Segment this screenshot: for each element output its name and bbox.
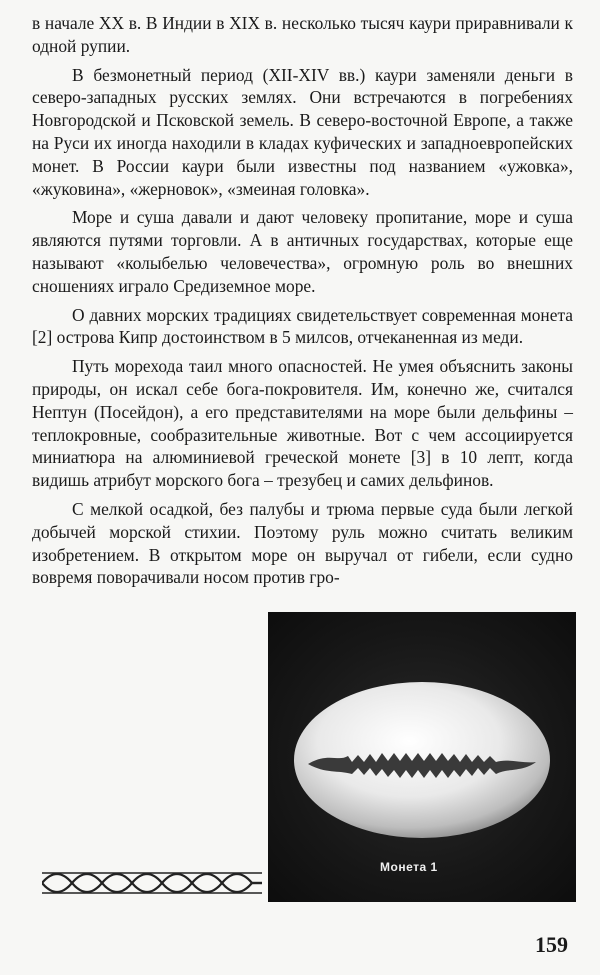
decorative-ornament (42, 868, 262, 898)
figure-caption: Монета 1 (380, 860, 438, 874)
paragraph-6: С мелкой осадкой, без палубы и трюма первые суда были легкой добычей морской стихии. Поэтому руль можно считать великим изобретением. В открытом море он выручал от гибели, если судно вовремя поворачивали носом против гро- (32, 498, 573, 588)
paragraph-5: Путь морехода таил много опасностей. Не умея объяснить законы природы, он искал себе бога-покровителя. Им, конечно же, считался Нептун (Посейдон), а его представителями на море были дельфины – теплокровные, сообразительные животные. Вот с чем ассоциируется миниатюра на алюминиевой греческой монете [3] в 10 лепт, когда видишь атрибут морского бога – трезубец и самих дельфинов. (32, 356, 573, 491)
paragraph-1: в начале XX в. В Индии в XIX в. несколько тысяч каури приравнивали к одной рупии. (32, 13, 573, 56)
page-number: 159 (535, 932, 568, 957)
cowrie-shell-photo (268, 612, 576, 902)
paragraph-3: Море и суша давали и дают человеку пропитание, море и суша являются путями торговли. А в античных государствах, которые еще называют «колыбелью человечества», огромную роль во внешних сношениях играло Средиземное море. (32, 207, 573, 296)
cowrie-shell-image (268, 612, 576, 902)
body-text (32, 12, 573, 595)
paragraph-2: В безмонетный период (XII-XIV вв.) каури заменяли деньги в северо-западных русских землях. Они встречаются в погребениях Новгородской и Псковской земель. В северо-восточной Европе, а также на Руси их иногда находили в кладах куфических и западноевропейских монет. В России каури были известны под названием «ужовка», «жуковина», «жерновок», «змеиная головка». (32, 64, 573, 199)
paragraph-4: О давних морских традициях свидетельствует современная монета [2] острова Кипр достоинством в 5 милсов, отчеканенная из меди. (32, 304, 573, 348)
